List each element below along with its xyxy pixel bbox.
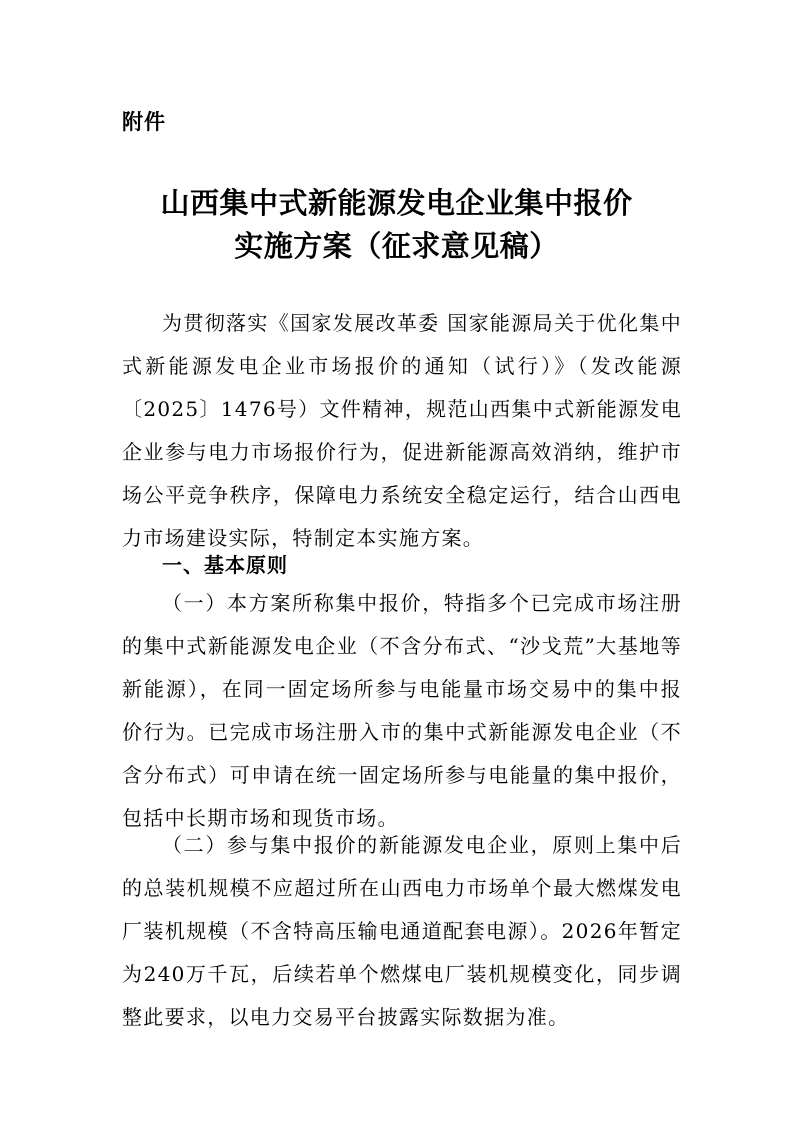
intro-paragraph: 为贯彻落实《国家发展改革委 国家能源局关于优化集中式新能源发电企业市场报价的通知（试行）》（发改能源〔2025〕1476号）文件精神，规范山西集中式新能源发电企业参与电力市场报价行为，促进新能源高效消纳，维护市场公平竞争秩序，保障电力系统安全稳定运行，结合山西电力市场建设实际，特制定本实施方案。 [122, 311, 682, 550]
section-item-2: （二）参与集中报价的新能源发电企业，原则上集中后的总装机规模不应超过所在山西电力市场单个最大燃煤发电厂装机规模（不含特高压输电通道配套电源）。2026年暂定为240万千瓦，后续若单个燃煤电厂装机规模变化，同步调整此要求，以电力交易平台披露实际数据为准。 [122, 833, 682, 1029]
document-title-line-1: 山西集中式新能源发电企业集中报价 [160, 186, 633, 220]
document-title-line-2: 实施方案（征求意见稿） [234, 229, 559, 263]
attachment-label: 附件 [122, 110, 166, 134]
section-item-1: （一）本方案所称集中报价，特指多个已完成市场注册的集中式新能源发电企业（不含分布式、“沙戈荒”大基地等新能源），在同一固定场所参与电能量市场交易中的集中报价行为。已完成市场注册入市的集中式新能源发电企业（不含分布式）可申请在统一固定场所参与电能量的集中报价，包括中长期市场和现货市场。 [122, 591, 682, 830]
section-heading: 一、基本原则 [162, 553, 288, 577]
